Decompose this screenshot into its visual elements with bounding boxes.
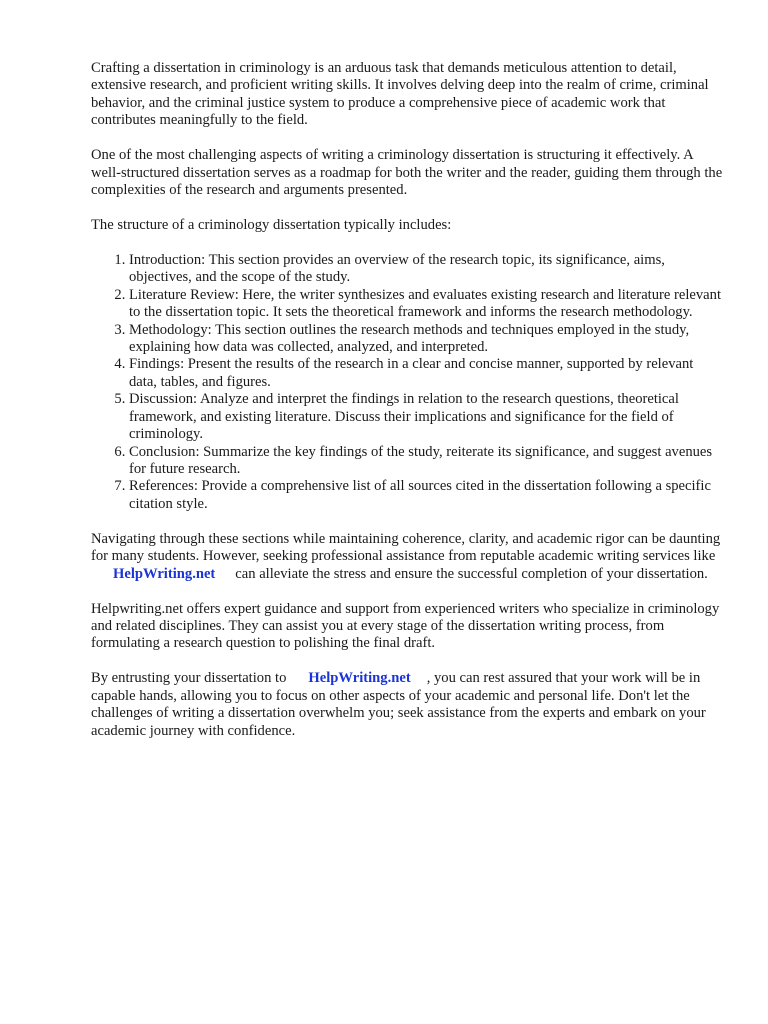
closing-text-before: By entrusting your dissertation to xyxy=(91,670,287,687)
document-page xyxy=(91,60,723,758)
list-item: 2. Literature Review: Here, the writer synthesizes and evaluates existing research and literature relevant to the dissertation topic. It sets the theoretical framework and informs the research methodology. xyxy=(129,287,723,322)
helpwriting-offer-paragraph: Helpwriting.net offers expert guidance and support from experienced writers who specialize in criminology and related disciplines. They can assist you at every stage of the dissertation writing process, from formulating a research question to polishing the final draft. xyxy=(91,600,720,652)
intro-paragraph: Crafting a dissertation in criminology is an arduous task that demands meticulous attention to detail, extensive research, and proficient writing skills. It involves delving deep into the realm of crime, criminal behavior, and the criminal justice system to produce a comprehensive piece of academic work that contributes meaningfully to the field. xyxy=(91,60,709,129)
helpwriting-link-2[interactable]: HelpWriting.net xyxy=(308,670,411,687)
services-text-before: Navigating through these sections while maintaining coherence, clarity, and academic rigor can be daunting for many students. However, seeking professional assistance from reputable academic writing services like xyxy=(91,530,721,565)
closing-paragraph xyxy=(91,670,723,740)
list-item: 5. Discussion: Analyze and interpret the findings in relation to the research questions, theoretical framework, and existing literature. Discuss their implications and significance for the field of criminology. xyxy=(129,391,723,443)
services-paragraph xyxy=(91,531,723,583)
helpwriting-link[interactable]: HelpWriting.net xyxy=(113,565,216,582)
list-item: 4. Findings: Present the results of the research in a clear and concise manner, supported by relevant data, tables, and figures. xyxy=(129,356,723,391)
closing-text-after: , you can rest assured that your work will be in capable hands, allowing you to focus on other aspects of your academic and personal life. Don't let the challenges of writing a dissertation overwhelm you; seek assistance from the experts and embark on your academic journey with confidence. xyxy=(91,670,706,739)
list-item: 7. References: Provide a comprehensive list of all sources cited in the dissertation following a specific citation style. xyxy=(129,478,723,513)
structure-challenge-paragraph: One of the most challenging aspects of writing a criminology dissertation is structuring it effectively. A well-structured dissertation serves as a roadmap for both the writer and the reader, guiding them through the complexities of the research and arguments presented. xyxy=(91,147,723,199)
structure-intro-paragraph: The structure of a criminology dissertation typically includes: xyxy=(91,217,452,234)
list-item: 6. Conclusion: Summarize the key findings of the study, reiterate its significance, and suggest avenues for future research. xyxy=(129,444,723,479)
list-item: 3. Methodology: This section outlines the research methods and techniques employed in the study, explaining how data was collected, analyzed, and interpreted. xyxy=(129,322,723,357)
dissertation-structure-list xyxy=(91,252,723,513)
services-text-after: can alleviate the stress and ensure the successful completion of your dissertation. xyxy=(235,565,708,582)
list-item: 1. Introduction: This section provides an overview of the research topic, its significance, aims, objectives, and the scope of the study. xyxy=(129,252,723,287)
